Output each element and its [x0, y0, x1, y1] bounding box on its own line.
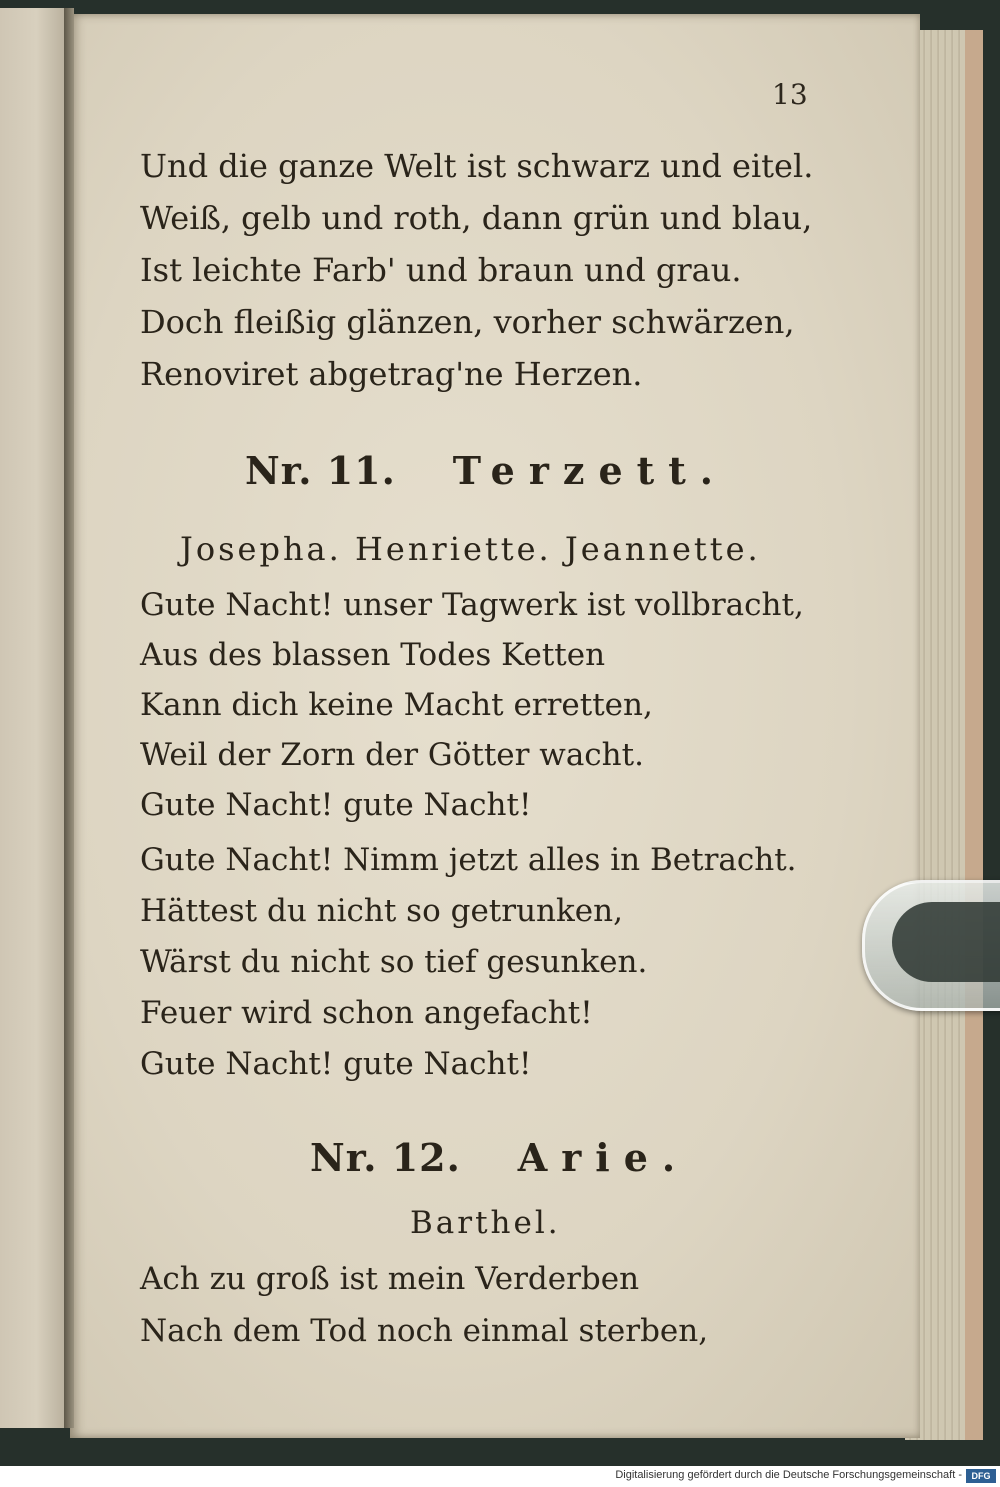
singer-name: Barthel.: [410, 1205, 561, 1241]
verse-line: Gute Nacht! Nimm jetzt alles in Betracht.: [140, 842, 797, 878]
stanza-2: [140, 835, 860, 1090]
verse-line: Ist leichte Farb' und braun und grau.: [140, 251, 742, 289]
stanza-3: [140, 1253, 860, 1357]
verse-line: Renoviret abgetrag'ne Herzen.: [140, 355, 643, 393]
stanza-1: [140, 580, 860, 830]
verse-line: Und die ganze Welt ist schwarz und eitel.: [140, 147, 814, 185]
verse-line: Wärst du nicht so tief gesunken.: [140, 944, 648, 980]
section-title: Terzett.: [452, 448, 727, 493]
speaker-names: Josepha. Henriette. Jeannette.: [180, 530, 761, 568]
verse-line: Nach dem Tod noch einmal sterben,: [140, 1313, 709, 1349]
verse-line: Feuer wird schon angefacht!: [140, 995, 593, 1031]
verse-line: Weiß, gelb und roth, dann grün und blau,: [140, 199, 813, 237]
section-heading-12: [310, 1135, 689, 1180]
section-number: Nr. 11.: [245, 448, 396, 493]
section-title: Arie.: [517, 1135, 690, 1180]
verse-line: Ach zu groß ist mein Verderben: [140, 1261, 640, 1297]
verse-line: Hättest du nicht so getrunken,: [140, 893, 623, 929]
verse-top: [140, 140, 860, 400]
verse-line: Doch fleißig glänzen, vorher schwärzen,: [140, 303, 795, 341]
verse-line: Gute Nacht! gute Nacht!: [140, 1046, 532, 1082]
page-clip-opening: [892, 902, 1000, 982]
footer-credit: Digitalisierung gefördert durch die Deutsche Forschungsgemeinschaft -: [615, 1469, 962, 1481]
dfg-logo: DFG: [966, 1469, 996, 1483]
book-gutter: [64, 8, 74, 1428]
facing-page-edge: [0, 8, 68, 1428]
verse-line: Aus des blassen Todes Ketten: [140, 637, 606, 673]
verse-line: Gute Nacht! gute Nacht!: [140, 787, 532, 823]
verse-line: Kann dich keine Macht erretten,: [140, 687, 653, 723]
page-number: 13: [772, 78, 808, 111]
footer-bar: [0, 1466, 1000, 1487]
section-heading-11: [245, 448, 727, 493]
section-number: Nr. 12.: [310, 1135, 461, 1180]
verse-line: Gute Nacht! unser Tagwerk ist vollbracht,: [140, 587, 804, 623]
verse-line: Weil der Zorn der Götter wacht.: [140, 737, 644, 773]
